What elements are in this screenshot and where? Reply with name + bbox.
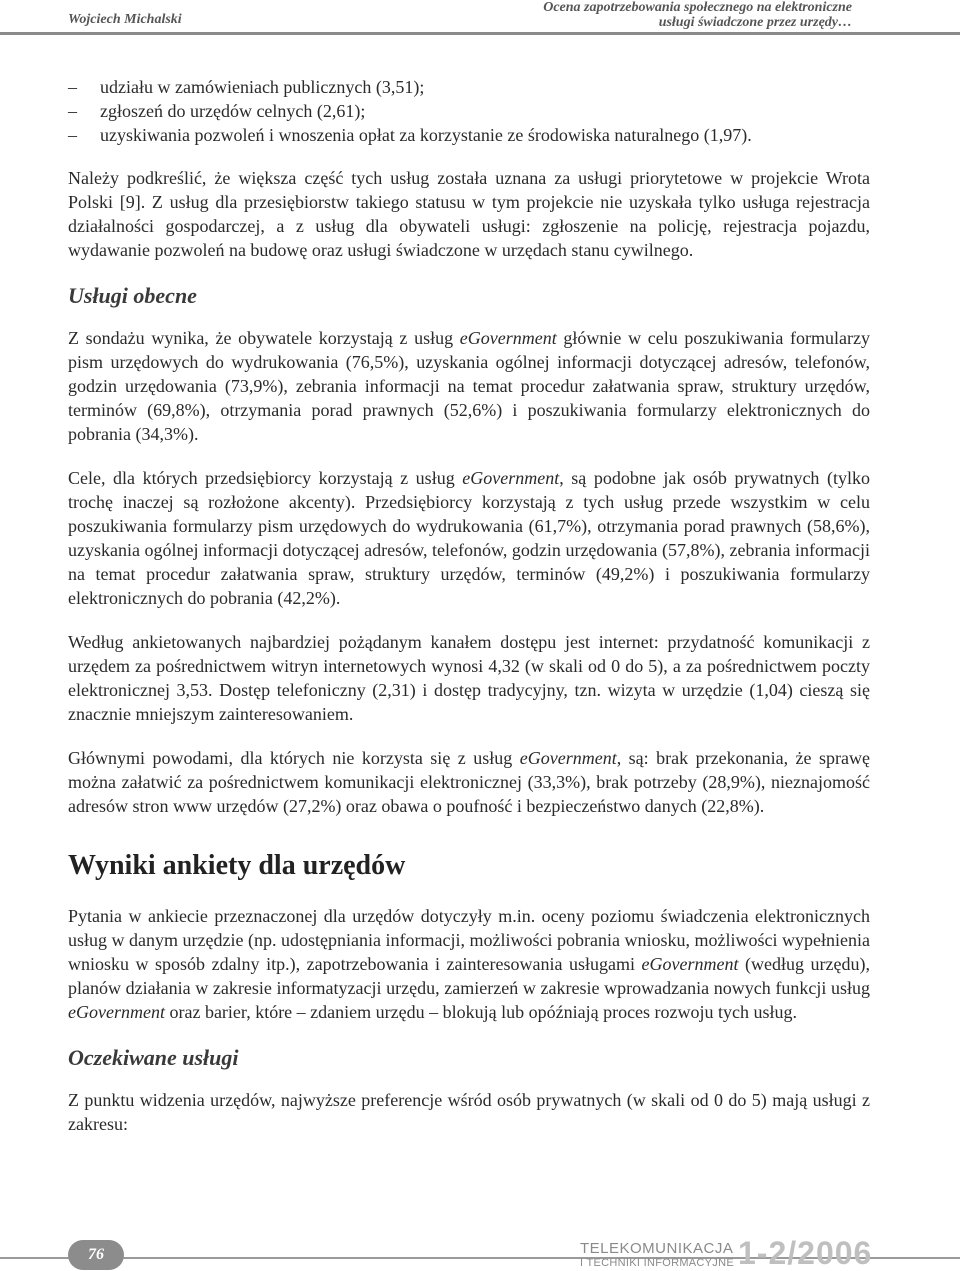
- term-egovernment: eGovernment: [68, 1002, 165, 1022]
- page-number-badge: 76: [68, 1240, 124, 1270]
- paragraph: [68, 746, 870, 818]
- text-run: Z sondażu wynika, że obywatele korzystają z usług: [68, 328, 460, 348]
- text-run: Głównymi powodami, dla których nie korzysta się z usług: [68, 748, 520, 768]
- running-header-title-line1: Ocena zapotrzebowania społecznego na elektroniczne: [543, 0, 852, 15]
- running-header-title-line2: usługi świadczone przez urzędy…: [658, 15, 852, 30]
- journal-title-line1: TELEKOMUNIKACJA: [580, 1240, 734, 1257]
- text-run: głównie w celu poszukiwania formularzy pism urzędowych do wydrukowania (76,5%), uzyskania ogólnej informacji dotyczącej adresów, telefonów, godzin urzędowania (73,9%), zebrania informacji na temat procedur załatwania spraw, struktury urzędów, terminów (69,8%), otrzymania porad prawnych (52,6%) i poszukiwania formularzy elektronicznych do pobrania (34,3%).: [68, 328, 870, 444]
- text-run: , są podobne jak osób prywatnych (tylko trochę inaczej są rozłożone akcenty). Przedsiębiorcy korzystają z tych usług przede wszystkim w celu poszukiwania formularzy pism urzędowych do wydrukowania (61,7%), otrzymania porad prawnych (58,6%), uzyskania ogólnej informacji dotyczącej adresów, telefonów, godzin urzędowania (57,8%), zebrania informacji na temat procedur załatwania spraw, struktury urzędów, terminów (49,2%) i poszukiwania formularzy elektronicznych do pobrania (42,2%).: [68, 468, 870, 608]
- subheading-oczekiwane-uslugi: Oczekiwane usługi: [68, 1045, 239, 1070]
- paragraph: Z punktu widzenia urzędów, najwyższe preferencje wśród osób prywatnych (w skali od 0 do 5) mają usługi z zakresu:: [68, 1090, 870, 1134]
- dash-list: [68, 75, 870, 147]
- journal-title-line2: I TECHNIKI INFORMACYJNE: [580, 1257, 734, 1269]
- issue-number: 1-2/2006: [738, 1235, 873, 1271]
- paragraph: [68, 466, 870, 610]
- paragraph: Należy podkreślić, że większa część tych usług została uznana za usługi priorytetowe w projekcie Wrota Polski [9]. Z usług dla przesiębiorstw takiego statusu w tym projekcie nie uzyskała tylko usługa rejestracja działalności gospodarczej, a z usług dla obywateli usługi: zgłoszenie na policję, rejestracja pojazdu, wydawanie pozwoleń na budowę oraz usługi świadczone w urzędach stanu cywilnego.: [68, 168, 870, 260]
- section-heading-wyniki: Wyniki ankiety dla urzędów: [68, 850, 406, 881]
- journal-title: [580, 1242, 734, 1270]
- running-header-author: Wojciech Michalski: [68, 12, 182, 27]
- list-item: – uzyskiwania pozwoleń i wnoszenia opłat za korzystanie ze środowiska naturalnego (1,97).: [68, 123, 870, 147]
- list-item: – udziału w zamówieniach publicznych (3,51);: [68, 75, 870, 99]
- paragraph: [68, 326, 870, 446]
- list-item: – zgłoszeń do urzędów celnych (2,61);: [68, 99, 870, 123]
- header-rule: [0, 32, 960, 35]
- text-run: (według urzędu), planów działania w zakresie informatyzacji urzędu, zamierzeń w zakresie wprowadzania nowych funkcji usług: [68, 954, 871, 998]
- text-run: , są: brak przekonania, że sprawę można załatwić za pośrednictwem komunikacji elektronicznej (33,3%), brak potrzeby (28,9%), nieznajomość adresów stron www urzędów (27,2%) oraz obawa o poufność i bezpieczeństwo danych (22,8%).: [68, 748, 870, 816]
- paragraph: Według ankietowanych najbardziej pożądanym kanałem dostępu jest internet: przydatność komunikacji z urzędem za pośrednictwem witryn internetowych wynosi 4,32 (w skali od 0 do 5), a za pośrednictwem poczty elektronicznej 3,53. Dostęp telefoniczny (2,31) i dostęp tradycyjny, tzn. wizyta w urzędzie (1,04) cieszą się znacznie mniejszym zainteresowaniem.: [68, 632, 870, 724]
- text-run: oraz barier, które – zdaniem urzędu – blokują lub opóźniają proces rozwoju tych usług.: [164, 1002, 798, 1022]
- subheading-uslugi-obecne: Usługi obecne: [68, 283, 197, 308]
- text-run: Pytania w ankiecie przeznaczonej dla urzędów dotyczyły m.in. oceny poziomu świadczenia elektronicznych usług w danym urzędzie (np. udostępniania informacji, możliwości pobrania wniosku, możliwości wypełnienia wniosku w sposób zdalny itp.), zapotrzebowania i zainteresowania usługami: [68, 906, 870, 974]
- term-egovernment: eGovernment: [459, 328, 557, 348]
- text-run: Cele, dla których przedsiębiorcy korzystają z usług: [68, 468, 463, 488]
- article-body: [68, 75, 870, 1156]
- term-egovernment: eGovernment: [641, 954, 739, 974]
- term-egovernment: eGovernment: [462, 468, 560, 488]
- running-header-title: [543, 0, 852, 30]
- term-egovernment: eGovernment: [519, 748, 617, 768]
- paragraph: [68, 904, 870, 1024]
